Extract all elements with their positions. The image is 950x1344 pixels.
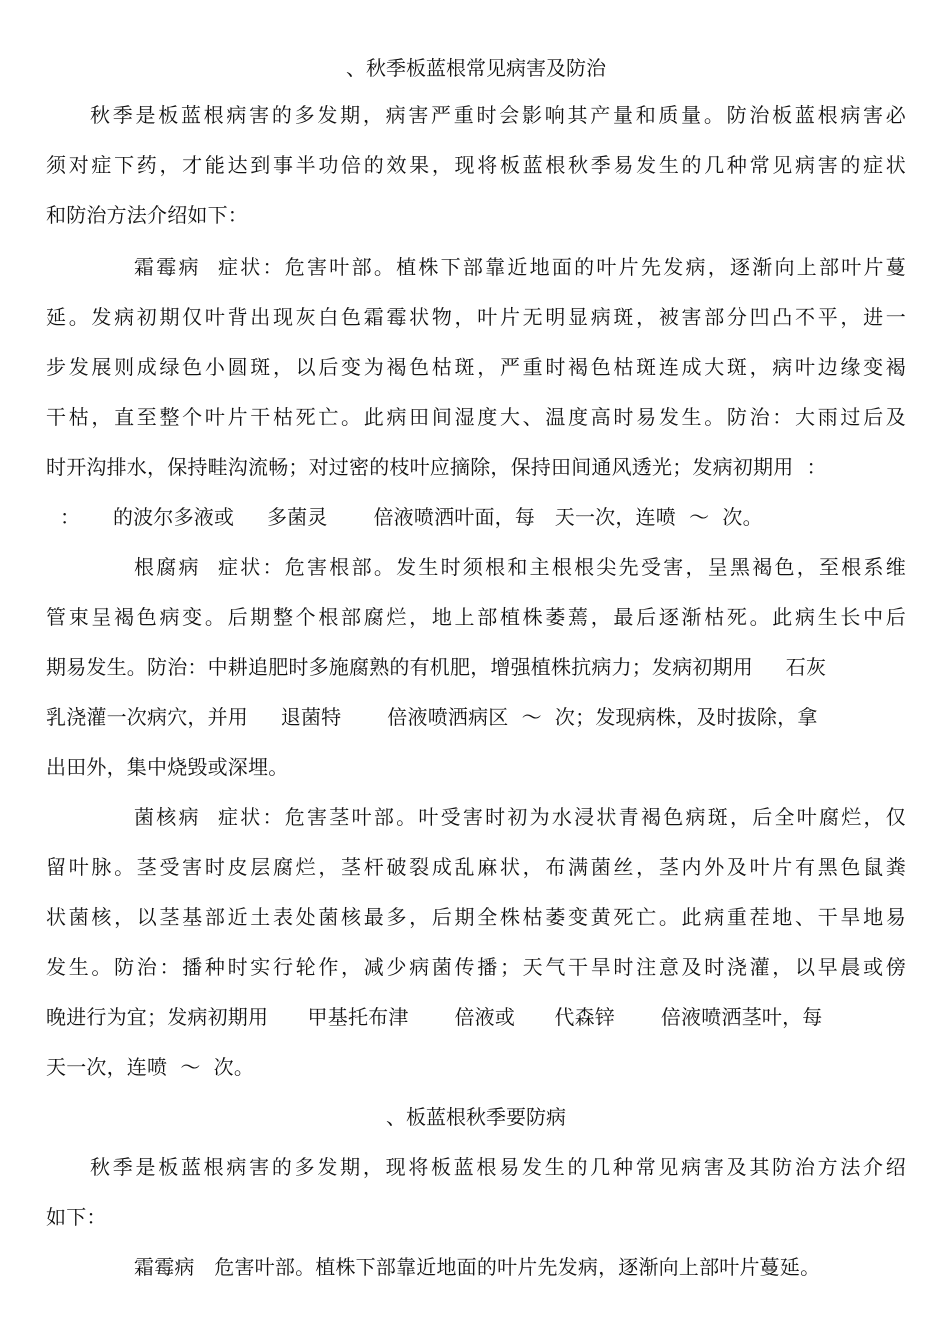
paragraph-line: 管束呈褐色病变。后期整个根部腐烂，地上部植株萎蔫，最后逐渐枯死。此病生长中后: [46, 605, 906, 629]
paragraph-line: 时开沟排水，保持畦沟流畅；对过密的枝叶应摘除，保持田间通风透光；发病初期用 ：: [46, 455, 827, 479]
paragraph-line: 天一次，连喷 ～ 次。: [46, 1055, 255, 1079]
downy-mildew-paragraph-2: 霜霉病 危害叶部。植株下部靠近地面的叶片先发病，逐渐向上部叶片蔓延。: [134, 1255, 821, 1279]
paragraph-line: 发生。防治：播种时实行轮作，减少病菌传播；天气干旱时注意及时浇灌，以早晨或傍: [46, 955, 906, 979]
section1-title: 、秋季板蓝根常见病害及防治: [346, 56, 606, 80]
paragraph-line: 须对症下药，才能达到事半功倍的效果，现将板蓝根秋季易发生的几种常见病害的症状: [46, 153, 906, 177]
paragraph-line: 留叶脉。茎受害时皮层腐烂，茎杆破裂成乱麻状，布满菌丝，茎内外及叶片有黑色鼠粪: [46, 855, 906, 879]
paragraph-line: 步发展则成绿色小圆斑，以后变为褐色枯斑，严重时褐色枯斑连成大斑，病叶边缘变褐: [46, 355, 906, 379]
section2-title: 、板蓝根秋季要防病: [386, 1105, 566, 1129]
paragraph-line: 干枯，直至整个叶片干枯死亡。此病田间湿度大、温度高时易发生。防治：大雨过后及: [46, 405, 906, 429]
paragraph-line: 和防治方法介绍如下：: [46, 203, 248, 227]
paragraph-line: ： 的波尔多液或 多菌灵 倍液喷洒叶面，每 天一次，连喷 ～ 次。: [60, 505, 763, 529]
paragraph-line: 霜霉病 症状：危害叶部。植株下部靠近地面的叶片先发病，逐渐向上部叶片蔓: [134, 255, 906, 279]
paragraph-line: 出田外，集中烧毁或深埋。: [46, 755, 289, 779]
paragraph-line: 秋季是板蓝根病害的多发期，现将板蓝根易发生的几种常见病害及其防治方法介绍: [90, 1155, 906, 1179]
paragraph-line: 延。发病初期仅叶背出现灰白色霜霉状物，叶片无明显病斑，被害部分凹凸不平，进一: [46, 305, 906, 329]
paragraph-line: 根腐病 症状：危害根部。发生时须根和主根根尖先受害，呈黑褐色，至根系维: [134, 555, 906, 579]
paragraph-line: 乳浇灌一次病穴，并用 退菌特 倍液喷洒病区 ～ 次；发现病株，及时拔除，拿: [46, 705, 818, 729]
paragraph-line: 秋季是板蓝根病害的多发期，病害严重时会影响其产量和质量。防治板蓝根病害必: [90, 103, 906, 127]
paragraph-line: 晚进行为宜；发病初期用 甲基托布津 倍液或 代森锌 倍液喷洒茎叶，每: [46, 1005, 823, 1029]
paragraph-line: 状菌核，以茎基部近土表处菌核最多，后期全株枯萎变黄死亡。此病重茬地、干旱地易: [46, 905, 906, 929]
paragraph-line: 菌核病 症状：危害茎叶部。叶受害时初为水浸状青褐色病斑，后全叶腐烂，仅: [134, 805, 906, 829]
paragraph-line: 期易发生。防治：中耕追肥时多施腐熟的有机肥，增强植株抗病力；发病初期用 石灰: [46, 655, 827, 679]
paragraph-line: 如下：: [46, 1205, 107, 1229]
